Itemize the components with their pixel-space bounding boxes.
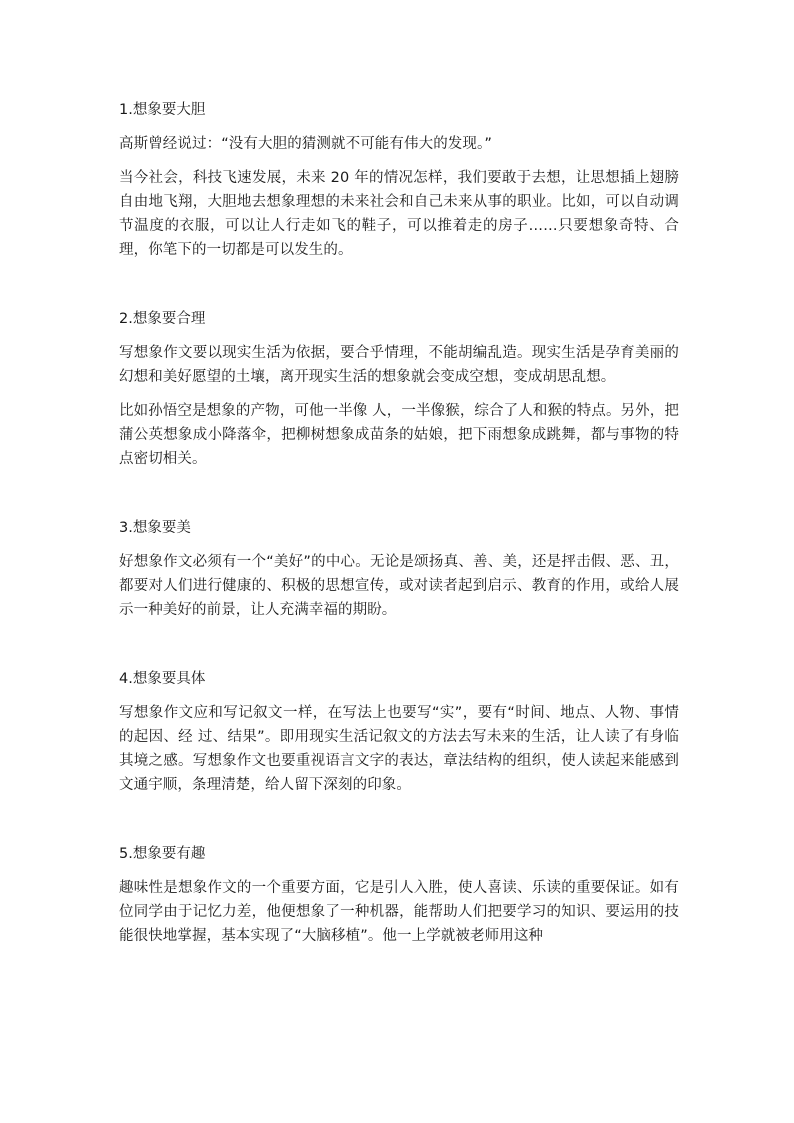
paragraph: 趣味性是想象作文的一个重要方面，它是引人入胜，使人喜读、乐读的重要保证。如有位同学由于记忆力差，他便想象了一种机器，能帮助人们把要学习的知识、要运用的技能很快地掌握，基本实现了“大脑移植”。他一上学就被老师用这种 (119, 880, 679, 944)
paragraph: 高斯曾经说过：“没有大胆的猜测就不可能有伟大的发现。” (119, 136, 492, 152)
section-2 (119, 307, 679, 471)
section-spacer (119, 797, 679, 842)
section-heading: 5.想象要有趣 (119, 846, 206, 862)
section-3 (119, 516, 679, 622)
section-heading: 3.想象要美 (119, 520, 191, 536)
section-5 (119, 842, 679, 948)
section-heading: 4.想象要具体 (119, 671, 206, 687)
section-heading: 1.想象要大胆 (119, 102, 206, 118)
section-4 (119, 667, 679, 797)
section-1 (119, 98, 679, 262)
section-spacer (119, 262, 679, 307)
paragraph: 当今社会，科技飞速发展，未来 20 年的情况怎样，我们要敢于去想，让思想插上翅膀自由地飞翔，大胆地去想象理想的未来社会和自己未来从事的职业。比如，可以自动调节温度的衣服，可以让人行走如飞的鞋子，可以推着走的房子……只要想象奇特、合理，你笔下的一切都是可以发生的。 (119, 170, 679, 258)
section-spacer (119, 622, 679, 667)
paragraph: 比如孙悟空是想象的产物，可他一半像 人，一半像猴，综合了人和猴的特点。另外，把蒲公英想象成小降落伞，把柳树想象成苗条的姑娘，把下雨想象成跳舞，都与事物的特点密切相关。 (119, 403, 679, 467)
document-body (119, 98, 679, 948)
paragraph: 写想象作文应和写记叙文一样，在写法上也要写“实”，要有“时间、地点、人物、事情的起因、经 过、结果”。即用现实生活记叙文的方法去写未来的生活，让人读了有身临其境之感。写想象作文也要重视语言文字的表达，章法结构的组织，使人读起来能感到文通宇顺，条理清楚，给人留下深刻的印象。 (119, 705, 679, 793)
paragraph: 好想象作文必须有一个“美好”的中心。无论是颂扬真、善、美，还是抨击假、恶、丑，都要对人们进行健康的、积极的思想宣传，或对读者起到启示、教育的作用，或给人展示一种美好的前景，让人充满幸福的期盼。 (119, 554, 679, 618)
section-heading: 2.想象要合理 (119, 311, 206, 327)
paragraph: 写想象作文要以现实生活为依据，要合乎情理，不能胡编乱造。现实生活是孕育美丽的幻想和美好愿望的土壤，离开现实生活的想象就会变成空想，变成胡思乱想。 (119, 345, 679, 385)
section-spacer (119, 471, 679, 516)
